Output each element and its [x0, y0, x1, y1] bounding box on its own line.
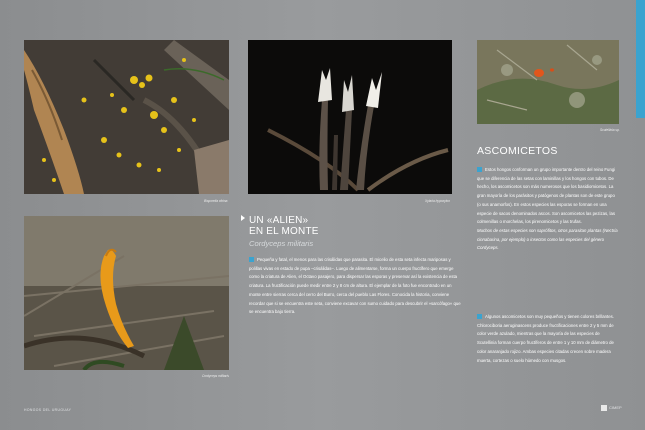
body-text: Estos hongos conforman un grupo importante dentro del reino Fungi que se diferencia de las setas con laminillas y los hongos con tubos. De hecho, los ascomicetos son más numerosos que los basidiomicetos. La gran mayoría de los parásitos y patógenos de plantas son de este grupo (o sus anamorfos). En estos especies las esporas se forman en una especie de sacos denominados ascos. Son ascomicetos las pezizas, las colmenillas o morchelas, los pirenomicetos y las trufas. — [477, 167, 616, 225]
article-subtitle: Cordyceps militaris — [249, 239, 314, 248]
bullet-square-icon — [477, 314, 482, 319]
article-body — [249, 256, 463, 317]
body-text: Algunos ascomicetos son muy pequeños y tienen colores brillantes. Chlorociboria aeruginascens produce fructificaciones entre 2 y 5 mm de color verde azulado, mientras que la mayoría de las especies de Scutellinia forman cuerpo fructíferos de entre 1 y 10 mm de diámetro de color anaranjado rojizo. Ambas especies citadas crecen sobre madera muerta, cortezas o suelo húmedo con musgos. — [477, 314, 614, 363]
body-text: Muchos de estas especies son saprófitos, otros parasitan plantas (Nectria cinnabarina, por ejemplo) o insectos como las especies del género Cordyceps. — [477, 227, 618, 251]
section-body — [477, 313, 619, 365]
photo-caption: Scutellinia sp. — [600, 128, 620, 132]
section-title: ASCOMICETOS — [477, 145, 558, 157]
title-line: UN «ALIEN» — [249, 215, 309, 226]
footer-brand-text: CIMEP — [609, 405, 622, 411]
photo-xylaria — [248, 40, 452, 194]
photo-scutellinia — [477, 40, 619, 124]
photo-caption: Bisporella citrina — [204, 199, 228, 203]
heading-marker-icon — [241, 215, 245, 221]
bullet-square-icon — [477, 167, 482, 172]
photo-caption: Xylaria hypoxylon — [425, 199, 450, 203]
page-box-icon — [601, 405, 607, 411]
section-body — [477, 166, 619, 253]
section-tab — [636, 0, 645, 118]
body-text: Pequeña y fatal, el menos para las crisálidas que parasita. El micelio de esta seta infecta mariposas y polillas vivas en estado de pupa –crisálidas–. Luego de alimentarse, forma un cuerpo fructífero que emerge como la criatura de Alien, el Octavo pasajero, para dispersar las esporas y preservar así la existencia de esta criatura. La fructificación puede medir entre 2 y 8 cm de altura. El ejemplar de la foto fue encontrado en un monte entre sierras cerca del cerro del Burro, cerca del pueblo Las Flores. Conocida la historia, conviene recordar que si se encuentra este seta, conviene excavar con sumo cuidado para descubrir el »sarcófago« que se encuentra bajo tierra. — [249, 257, 461, 315]
title-line: EN EL MONTE — [249, 226, 319, 237]
photo-bisporella — [24, 40, 229, 194]
photo-caption: Cordyceps militaris — [202, 374, 229, 378]
footer-brand — [601, 405, 622, 411]
footer-publication: HONGOS DEL URUGUAY — [24, 408, 72, 412]
article-title — [249, 215, 339, 237]
bullet-square-icon — [249, 257, 254, 262]
photo-cordyceps — [24, 216, 229, 370]
